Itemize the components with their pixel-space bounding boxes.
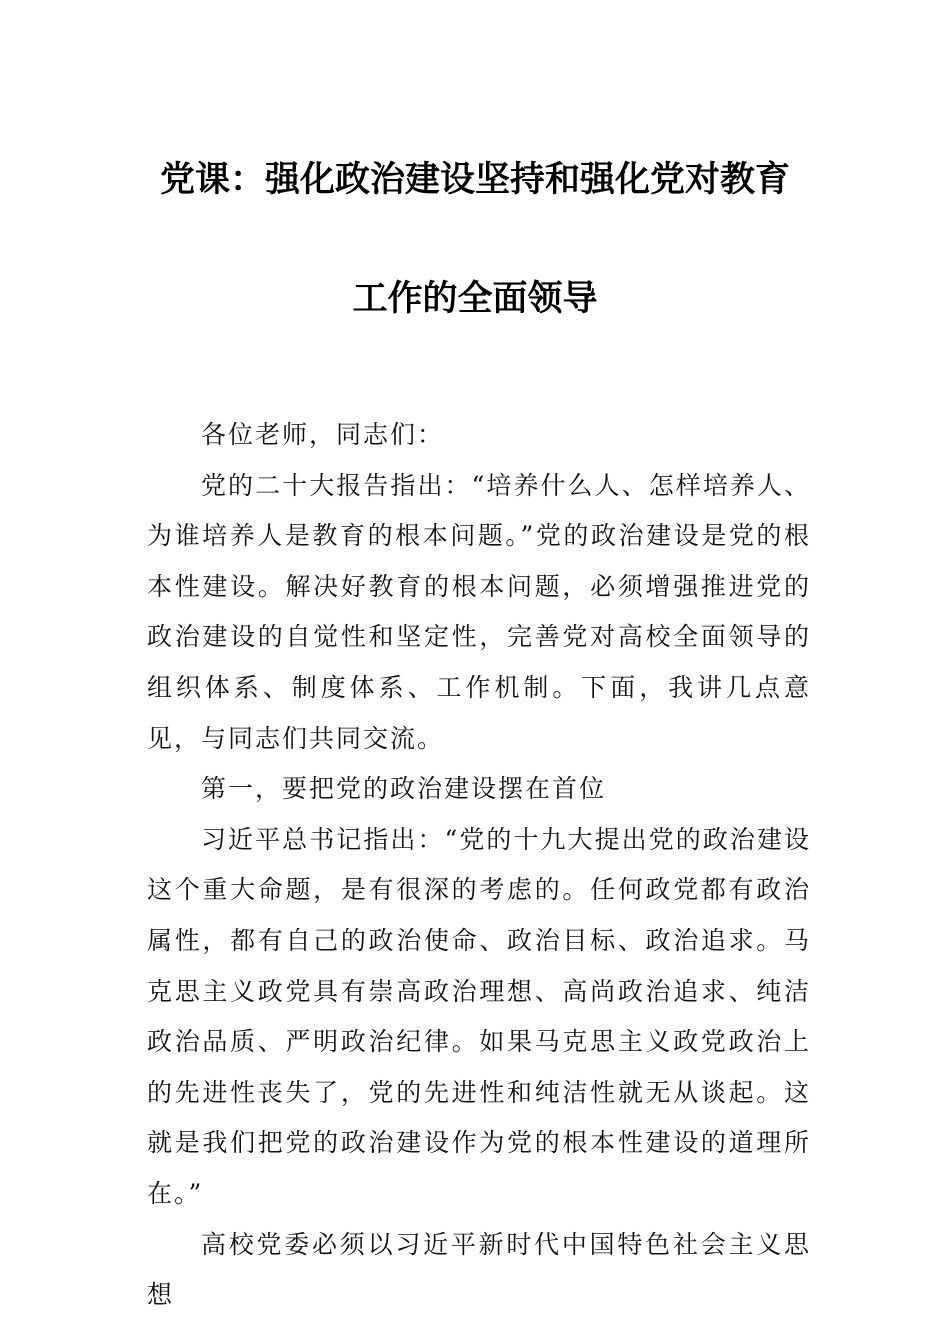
- body-paragraph: 高校党委必须以习近平新时代中国特色社会主义思想: [147, 1229, 811, 1310]
- document-title-line-2: 工作的全面领导: [352, 279, 598, 319]
- document-title-line-1: 党课：强化政治建设坚持和强化党对教育: [159, 160, 790, 200]
- salutation-paragraph: 各位老师，同志们：: [201, 420, 445, 449]
- document-body: [147, 410, 811, 1321]
- section-heading-1: 第一，要把党的政治建设摆在首位: [201, 774, 607, 804]
- intro-paragraph: 党的二十大报告指出：“培养什么人、怎样培养人、为谁培养人是教育的根本问题。”党的政治建设是党的根本性建设。解决好教育的根本问题，必须增强推进党的政治建设的自觉性和坚定性，完善党对高校全面领导的组织体系、制度体系、工作机制。下面，我讲几点意见，与同志们共同交流。: [147, 470, 811, 753]
- quote-paragraph: 习近平总书记指出：“党的十九大提出党的政治建设这个重大命题，是有很深的考虑的。任何政党都有政治属性，都有自己的政治使命、政治目标、政治追求。马克思主义政党具有崇高政治理想、高尚政治追求、纯洁政治品质、严明政治纪律。如果马克思主义政党政治上的先进性丧失了，党的先进性和纯洁性就无从谈起。这就是我们把党的政治建设作为党的根本性建设的道理所在。”: [147, 824, 811, 1208]
